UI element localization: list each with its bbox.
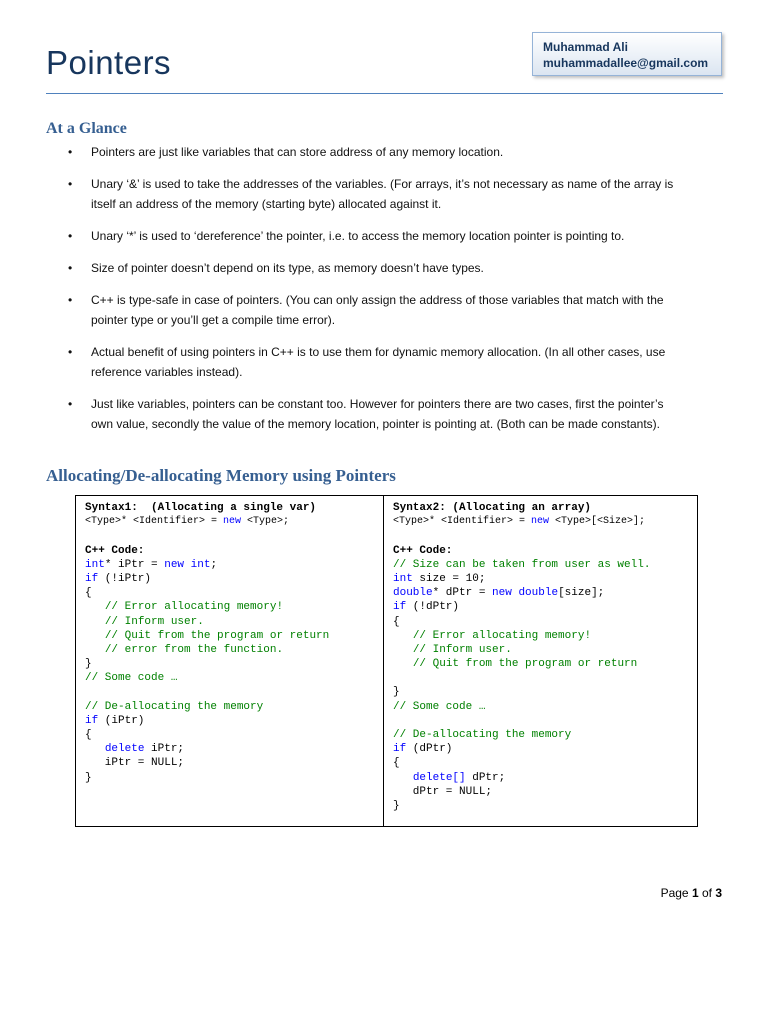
- code-text: {: [85, 587, 92, 600]
- code-table: [75, 495, 698, 827]
- code-keyword: if: [85, 572, 99, 585]
- page-of: of: [698, 886, 716, 900]
- bullet-text-line: pointer type or you’ll get a compile time error).: [91, 313, 336, 327]
- code-keyword: delete[]: [412, 771, 466, 784]
- code-line: [85, 685, 383, 699]
- code-line: [85, 657, 383, 671]
- bullet-text-line: itself an address of the memory (starting byte) allocated against it.: [91, 197, 442, 211]
- code-line: [85, 558, 383, 572]
- code-column-single-var: [76, 496, 384, 826]
- code-comment: // Quit from the program or return: [104, 629, 330, 642]
- code-keyword: new: [492, 587, 512, 600]
- code-line: [85, 501, 383, 515]
- code-line: [85, 742, 383, 756]
- code-line: [85, 572, 383, 586]
- code-keyword: double: [518, 587, 559, 600]
- code-text: * iPtr =: [104, 558, 165, 571]
- code-text: C++ Code:: [85, 544, 145, 557]
- code-keyword: new: [223, 516, 242, 528]
- code-column-array: [384, 496, 697, 826]
- code-line: [393, 728, 697, 742]
- code-text: }: [393, 686, 400, 699]
- code-line: [393, 586, 697, 600]
- code-line: [85, 671, 383, 685]
- code-comment: // Inform user.: [412, 643, 512, 656]
- section-heading-at-a-glance: At a Glance: [46, 120, 127, 137]
- code-line: [393, 700, 697, 714]
- code-text: [size];: [558, 587, 605, 600]
- code-line: [85, 700, 383, 714]
- code-text: Syntax1: (Allocating a single var): [85, 502, 317, 514]
- code-text: * dPtr =: [432, 587, 493, 600]
- bullet-text-line: C++ is type-safe in case of pointers. (You can only assign the address of those variables that match with the: [91, 293, 664, 307]
- code-line: [393, 742, 697, 756]
- code-comment: // Some code …: [85, 672, 178, 685]
- code-text: [393, 644, 413, 656]
- code-text: (iPtr): [98, 714, 145, 727]
- code-line: [85, 728, 383, 742]
- code-keyword: if: [393, 743, 407, 756]
- code-text: [393, 658, 413, 670]
- bullet-text-line: Size of pointer doesn’t depend on its type, as memory doesn’t have types.: [91, 261, 484, 275]
- code-line: [85, 714, 383, 728]
- code-line: [85, 544, 383, 558]
- code-text: [85, 743, 105, 755]
- code-line: [393, 671, 697, 685]
- code-comment: // De-allocating the memory: [393, 729, 572, 741]
- code-line: [393, 572, 697, 586]
- bullet-text-line: Actual benefit of using pointers in C++ is to use them for dynamic memory allocation. (In all other cases, use: [91, 345, 666, 359]
- code-comment: // Error allocating memory!: [412, 629, 592, 642]
- code-text: {: [85, 729, 92, 741]
- author-box: [532, 32, 722, 76]
- code-text: [85, 616, 105, 628]
- code-line: [393, 544, 697, 558]
- page-number: [661, 886, 722, 900]
- code-line: [85, 629, 383, 643]
- code-text: [85, 644, 105, 656]
- bullet-text-line: Unary ‘*’ is used to ‘dereference’ the pointer, i.e. to access the memory location pointer is pointing to.: [91, 229, 625, 243]
- bullet-icon: •: [68, 229, 73, 243]
- page-current: 1: [691, 886, 699, 900]
- code-text: iPtr;: [144, 743, 185, 756]
- code-keyword: if: [393, 601, 407, 614]
- code-keyword: int: [190, 558, 211, 571]
- code-line: [393, 615, 697, 629]
- code-comment: // Error allocating memory!: [104, 601, 284, 614]
- bullet-icon: •: [68, 261, 73, 275]
- bullet-icon: •: [68, 345, 73, 359]
- code-text: [184, 559, 191, 571]
- bullet-item: [68, 342, 708, 382]
- bullet-text-line: reference variables instead).: [91, 365, 243, 379]
- code-line: [85, 615, 383, 629]
- code-text: ;: [210, 558, 218, 571]
- code-line: [393, 799, 697, 813]
- code-line: [393, 771, 697, 785]
- bullet-icon: •: [68, 145, 73, 159]
- code-text: {: [393, 757, 400, 770]
- code-comment: // Some code …: [393, 700, 486, 713]
- code-keyword: int: [393, 572, 413, 585]
- code-line: [393, 756, 697, 770]
- code-text: [393, 772, 413, 784]
- code-line: [393, 629, 697, 643]
- code-keyword: int: [85, 558, 105, 571]
- bullet-text-line: Unary ‘&’ is used to take the addresses of the variables. (For arrays, it’s not necessary as name of the array is: [91, 177, 674, 191]
- code-text: iPtr = NULL;: [85, 757, 185, 770]
- bullet-icon: •: [68, 177, 73, 191]
- code-line: [85, 529, 383, 543]
- code-text: }: [393, 799, 400, 812]
- code-text: {: [393, 615, 400, 628]
- bullet-text-line: Pointers are just like variables that can store address of any memory location.: [91, 145, 504, 159]
- code-line: [393, 714, 697, 728]
- bullet-list: [68, 142, 708, 434]
- code-line: [85, 586, 383, 600]
- code-text: <Type>;: [241, 516, 290, 528]
- author-name: Muhammad Ali: [543, 40, 628, 54]
- code-text: Syntax2: (Allocating an array): [393, 502, 592, 514]
- code-line: [85, 515, 383, 529]
- code-line: [393, 657, 697, 671]
- code-comment: // De-allocating the memory: [85, 700, 264, 713]
- code-text: (dPtr): [406, 743, 453, 756]
- code-keyword: double: [393, 587, 433, 600]
- page-title: Pointers: [46, 44, 172, 81]
- bullet-item: [68, 174, 708, 214]
- code-line: [393, 685, 697, 699]
- code-keyword: new: [531, 516, 550, 528]
- code-text: dPtr = NULL;: [393, 785, 493, 798]
- code-text: (!dPtr): [406, 601, 460, 614]
- code-text: [393, 630, 413, 642]
- code-text: <Type>* <Identifier> =: [85, 516, 224, 528]
- code-text: <Type>* <Identifier> =: [393, 516, 532, 528]
- code-line: [393, 529, 697, 543]
- code-text: }: [85, 658, 92, 671]
- code-keyword: if: [85, 714, 99, 727]
- code-line: [393, 515, 697, 529]
- code-keyword: delete: [104, 743, 145, 756]
- code-comment: // Size can be taken from user as well.: [393, 558, 651, 571]
- code-text: C++ Code:: [393, 544, 453, 557]
- code-text: [85, 601, 105, 613]
- code-line: [85, 756, 383, 770]
- bullet-text-line: Just like variables, pointers can be constant too. However for pointers there are two cases, first the pointer’s: [91, 397, 664, 411]
- code-text: }: [85, 771, 92, 784]
- code-line: [85, 771, 383, 785]
- code-line: [393, 600, 697, 614]
- code-keyword: new: [164, 558, 185, 571]
- section-heading-allocating-memory: Allocating/De-allocating Memory using Pointers: [46, 466, 396, 485]
- code-comment: // Quit from the program or return: [412, 658, 638, 671]
- code-line: [85, 643, 383, 657]
- bullet-icon: •: [68, 293, 73, 307]
- bullet-item: [68, 142, 708, 162]
- code-text: dPtr;: [465, 771, 506, 784]
- code-line: [393, 643, 697, 657]
- code-line: [393, 501, 697, 515]
- page-prefix: Page: [660, 886, 692, 900]
- code-text: [85, 630, 105, 642]
- author-email: muhammadallee@gmail.com: [543, 56, 709, 70]
- code-text: <Type>[<Size>];: [549, 516, 646, 528]
- code-text: size = 10;: [412, 572, 486, 585]
- bullet-item: [68, 394, 708, 434]
- bullet-item: [68, 290, 708, 330]
- bullet-text-line: own value, secondly the value of the memory location, pointer is pointing at. (Both can be made constants).: [91, 417, 660, 431]
- code-line: [393, 785, 697, 799]
- code-text: (!iPtr): [98, 572, 152, 585]
- code-comment: // Inform user.: [104, 615, 204, 628]
- code-comment: // error from the function.: [104, 643, 284, 656]
- code-line: [393, 558, 697, 572]
- bullet-icon: •: [68, 397, 73, 411]
- code-line: [85, 600, 383, 614]
- bullet-item: [68, 226, 708, 246]
- page-total: 3: [715, 886, 722, 900]
- bullet-item: [68, 258, 708, 278]
- title-divider: [46, 93, 723, 94]
